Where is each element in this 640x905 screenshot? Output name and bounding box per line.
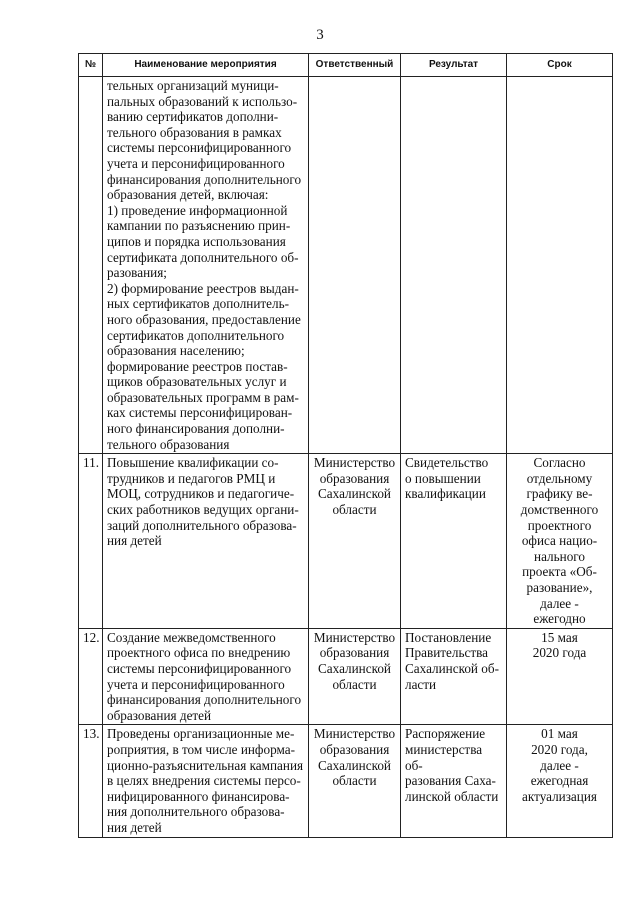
row-result <box>401 77 507 454</box>
table-row <box>79 725 613 837</box>
row-name: Повышение квалификации со- трудников и педагогов РМЦ и МОЦ, сотрудников и педагогиче- ских работников ведущих органи- заций дополнительного образова- ния детей <box>103 454 309 629</box>
row-number: 12. <box>79 628 103 725</box>
row-term: 15 мая 2020 года <box>507 628 613 725</box>
row-responsible: Министерство образования Сахалинской области <box>309 454 401 629</box>
row-number: 11. <box>79 454 103 629</box>
row-responsible: Министерство образования Сахалинской области <box>309 725 401 837</box>
row-name: тельных организаций муници- пальных образований к использо- ванию сертификатов дополни- тельного образования в рамках системы персонифицированного учета и персонифицированного финансирования дополнительного образования детей, включая: 1) проведение информационной кампании по разъяснению прин- ципов и порядка использования сертификата дополнительного об- разования; 2) формирование реестров выдан- ных сертификатов дополнитель- ного образования, предоставление сертификатов дополнительного образования населению; формирование реестров постав- щиков образовательных услуг и образовательных программ в рам- ках системы персонифицирован- ного финансирования дополни- тельного образования <box>103 77 309 454</box>
header-responsible: Ответственный <box>309 54 401 77</box>
table-header-row <box>79 54 613 77</box>
header-term: Срок <box>507 54 613 77</box>
row-number <box>79 77 103 454</box>
row-result: Постановление Правительства Сахалинской об- ласти <box>401 628 507 725</box>
row-term: 01 мая 2020 года, далее - ежегодная актуализация <box>507 725 613 837</box>
table-row <box>79 628 613 725</box>
row-number: 13. <box>79 725 103 837</box>
row-term <box>507 77 613 454</box>
row-responsible: Министерство образования Сахалинской области <box>309 628 401 725</box>
table-row <box>79 77 613 454</box>
row-term: Согласно отдельному графику ве- домственного проектного офиса нацио- нального проекта «Об- разование», далее - ежегодно <box>507 454 613 629</box>
row-result: Распоряжение министерства об- разования Саха- линской области <box>401 725 507 837</box>
table-row <box>79 454 613 629</box>
row-responsible <box>309 77 401 454</box>
page-number: 3 <box>316 27 324 43</box>
row-name: Проведены организационные ме- роприятия, в том числе информа- ционно-разъяснительная кампания в целях внедрения системы персо- нифицированного финансирова- ния дополнительного образова- ния детей <box>103 725 309 837</box>
header-result: Результат <box>401 54 507 77</box>
row-name: Создание межведомственного проектного офиса по внедрению системы персонифицированного учета и персонифицированного финансирования дополнительного образования детей <box>103 628 309 725</box>
measures-table <box>78 53 613 838</box>
row-result: Свидетельство о повышении квалификации <box>401 454 507 629</box>
header-name: Наименование мероприятия <box>103 54 309 77</box>
header-number: № <box>79 54 103 77</box>
